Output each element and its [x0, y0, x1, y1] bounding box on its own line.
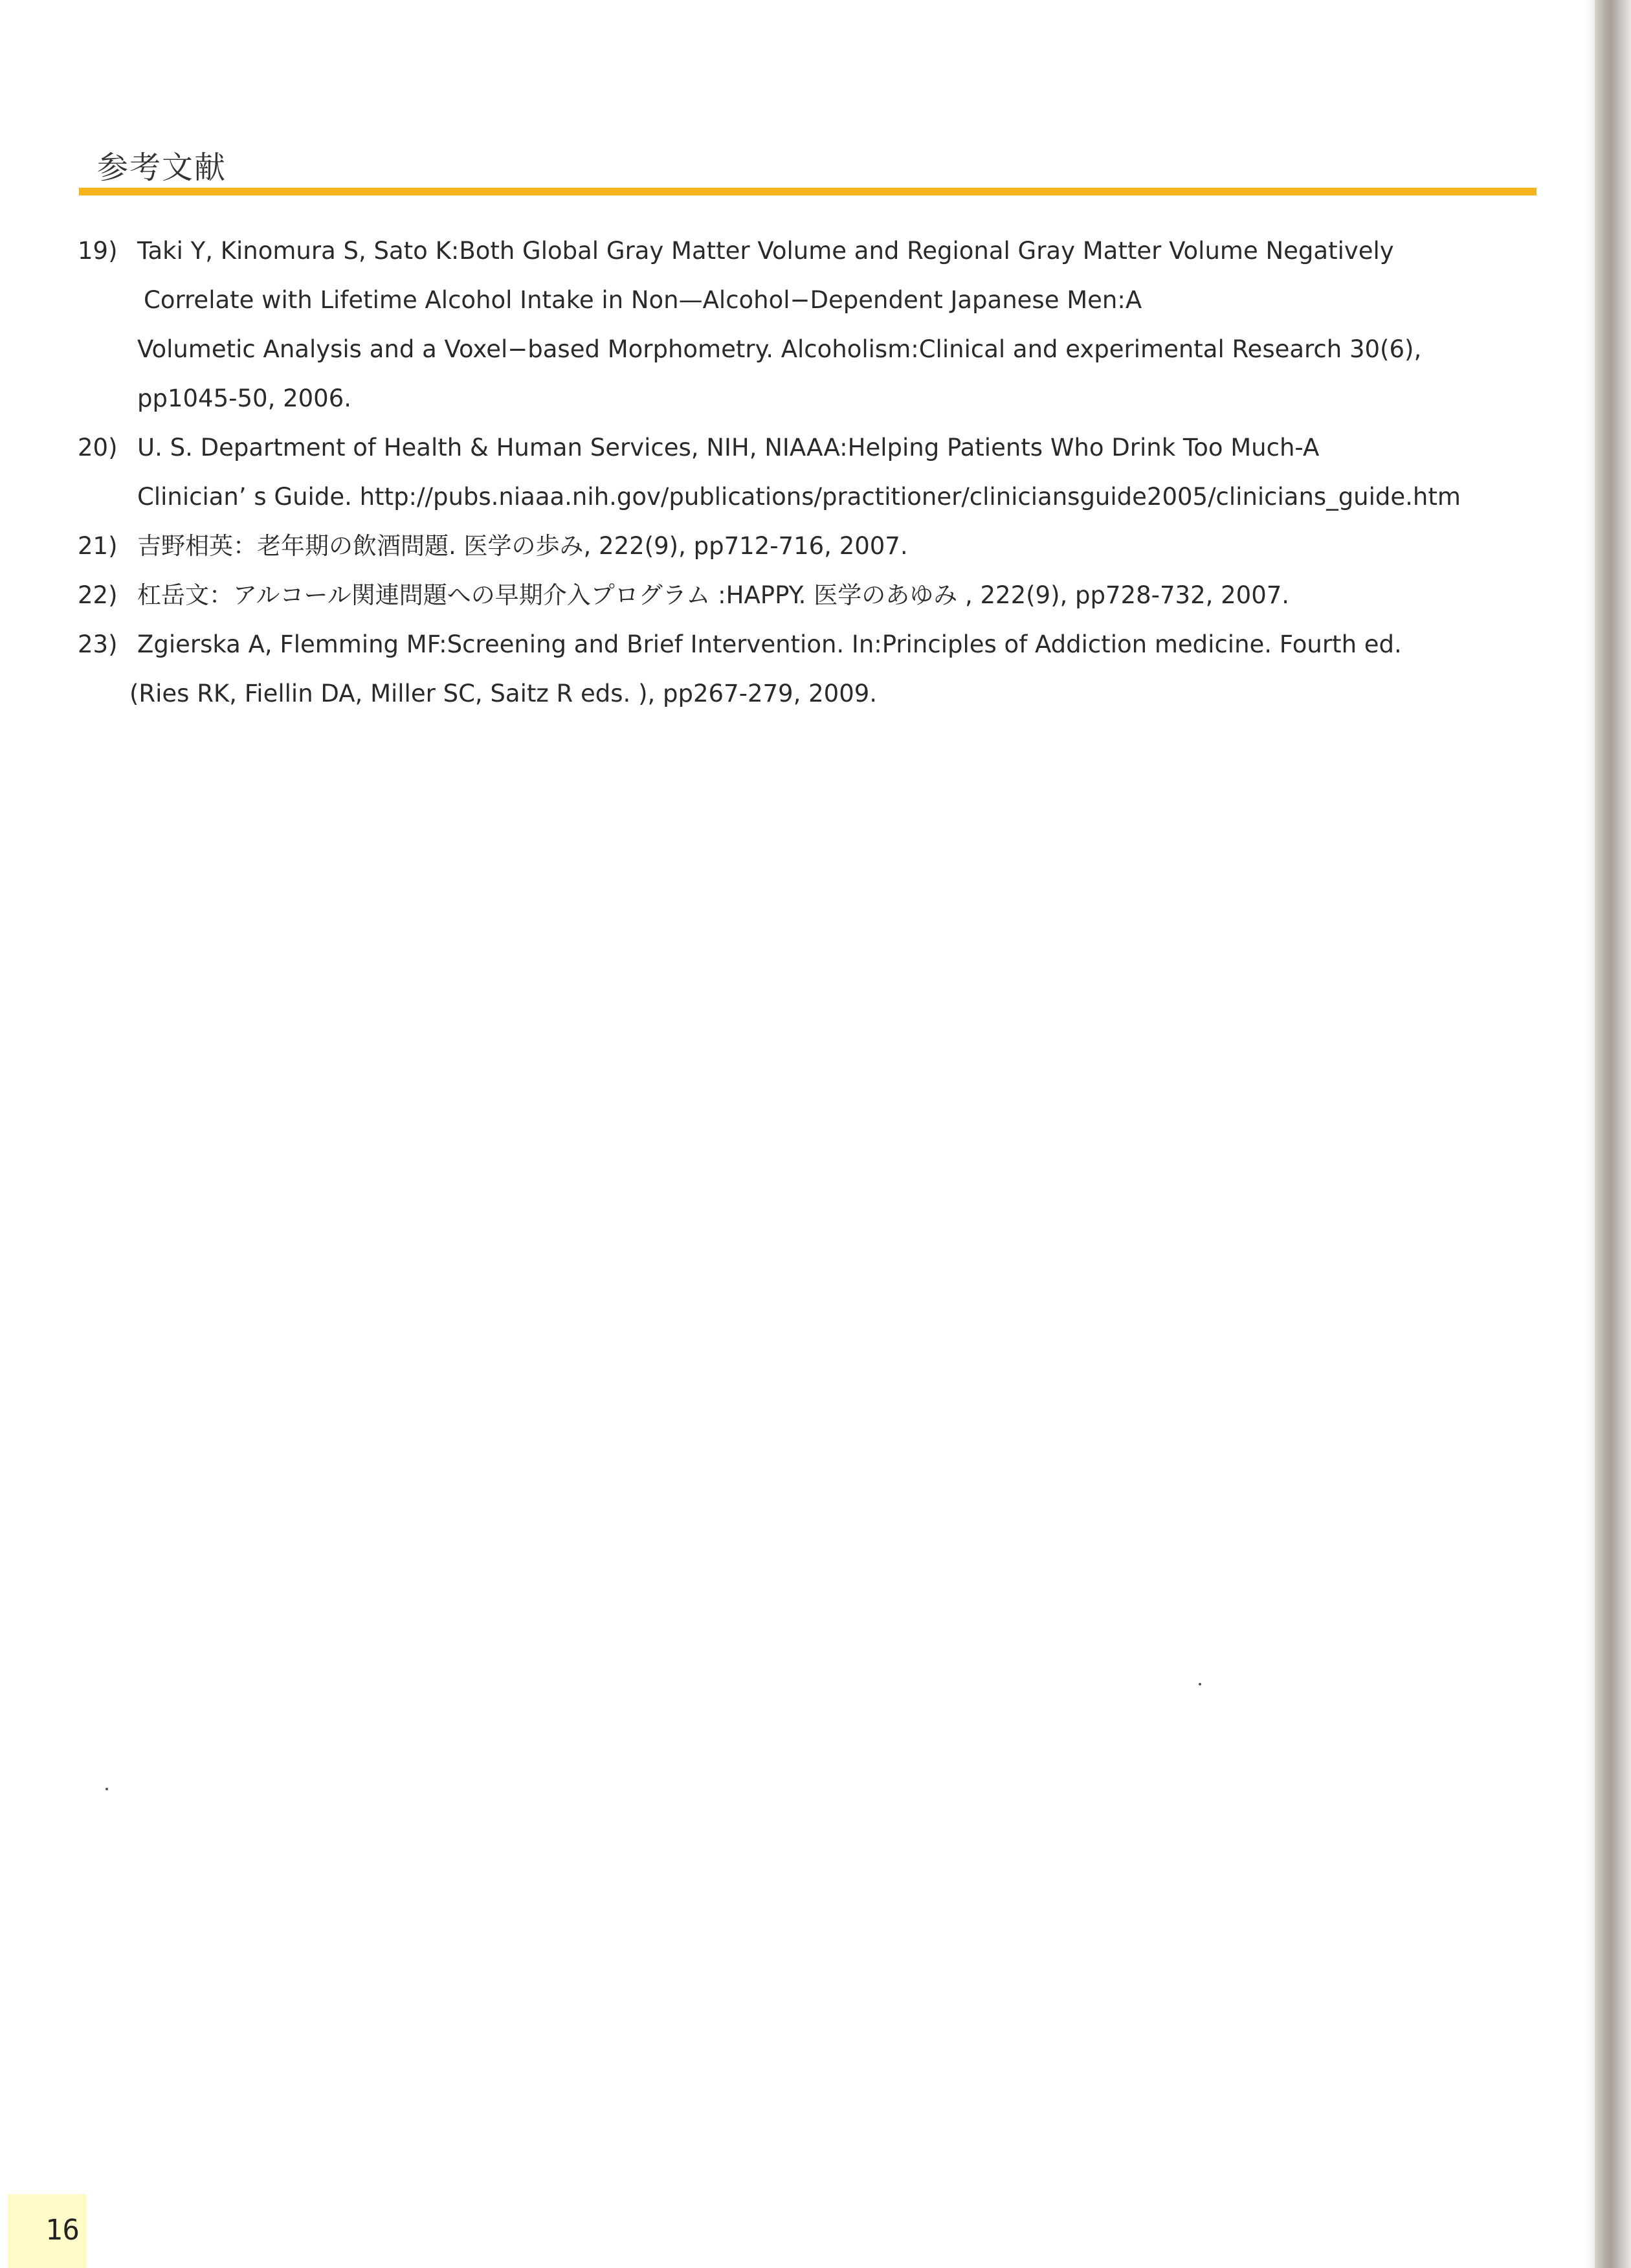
- page-binding-edge: [1595, 0, 1631, 2268]
- reference-line: 杠岳文：アルコール関連問題への早期介入プログラム :HAPPY. 医学のあゆみ , 222(9), pp728-732, 2007.: [137, 581, 1290, 609]
- reference-item-23: [78, 620, 1540, 718]
- title-underline-rule: [79, 188, 1537, 195]
- reference-number: 21): [78, 532, 118, 560]
- reference-text: [137, 423, 1540, 522]
- reference-item-19: [78, 227, 1540, 423]
- scan-speck: [1199, 1683, 1201, 1685]
- reference-line: Zgierska A, Flemming MF:Screening and Brief Intervention. In:Principles of Addiction medicine. Fourth ed.: [137, 630, 1402, 658]
- reference-item-20: [78, 423, 1540, 522]
- reference-number: 20): [78, 434, 118, 461]
- reference-line: 吉野相英：老年期の飲酒問題. 医学の歩み, 222(9), pp712-716, 2007.: [137, 532, 908, 560]
- reference-line: Volumetic Analysis and a Voxel−based Morphometry. Alcoholism:Clinical and experimental Research 30(6),: [137, 335, 1422, 363]
- reference-number: 22): [78, 581, 118, 609]
- page-binding-shadow: [1586, 0, 1595, 2268]
- reference-link-line: Clinician’ s Guide. http://pubs.niaaa.nih.gov/publications/practitioner/cliniciansguide2005/clinicians_guide.htm: [137, 483, 1461, 511]
- reference-line: U. S. Department of Health & Human Services, NIH, NIAAA:Helping Patients Who Drink Too Much-A: [137, 434, 1320, 461]
- reference-line: Taki Y, Kinomura S, Sato K:Both Global Gray Matter Volume and Regional Gray Matter Volume Negatively: [137, 237, 1394, 265]
- reference-number: 19): [78, 237, 118, 265]
- reference-text: [137, 522, 1540, 571]
- scan-speck: [105, 1788, 108, 1790]
- reference-item-21: [78, 522, 1540, 571]
- reference-text: [137, 571, 1540, 620]
- reference-text: [129, 620, 1540, 718]
- reference-line: (Ries RK, Fiellin DA, Miller SC, Saitz R eds. ), pp267-279, 2009.: [129, 680, 878, 707]
- reference-text: [137, 227, 1540, 423]
- reference-item-22: [78, 571, 1540, 620]
- reference-list: [78, 227, 1540, 718]
- reference-line: pp1045-50, 2006.: [137, 384, 352, 412]
- reference-line: Correlate with Lifetime Alcohol Intake in Non—Alcohol−Dependent Japanese Men:A: [144, 286, 1142, 314]
- section-title: 参考文献: [97, 150, 227, 186]
- page-number: 16: [45, 2214, 80, 2247]
- reference-number: 23): [78, 630, 118, 658]
